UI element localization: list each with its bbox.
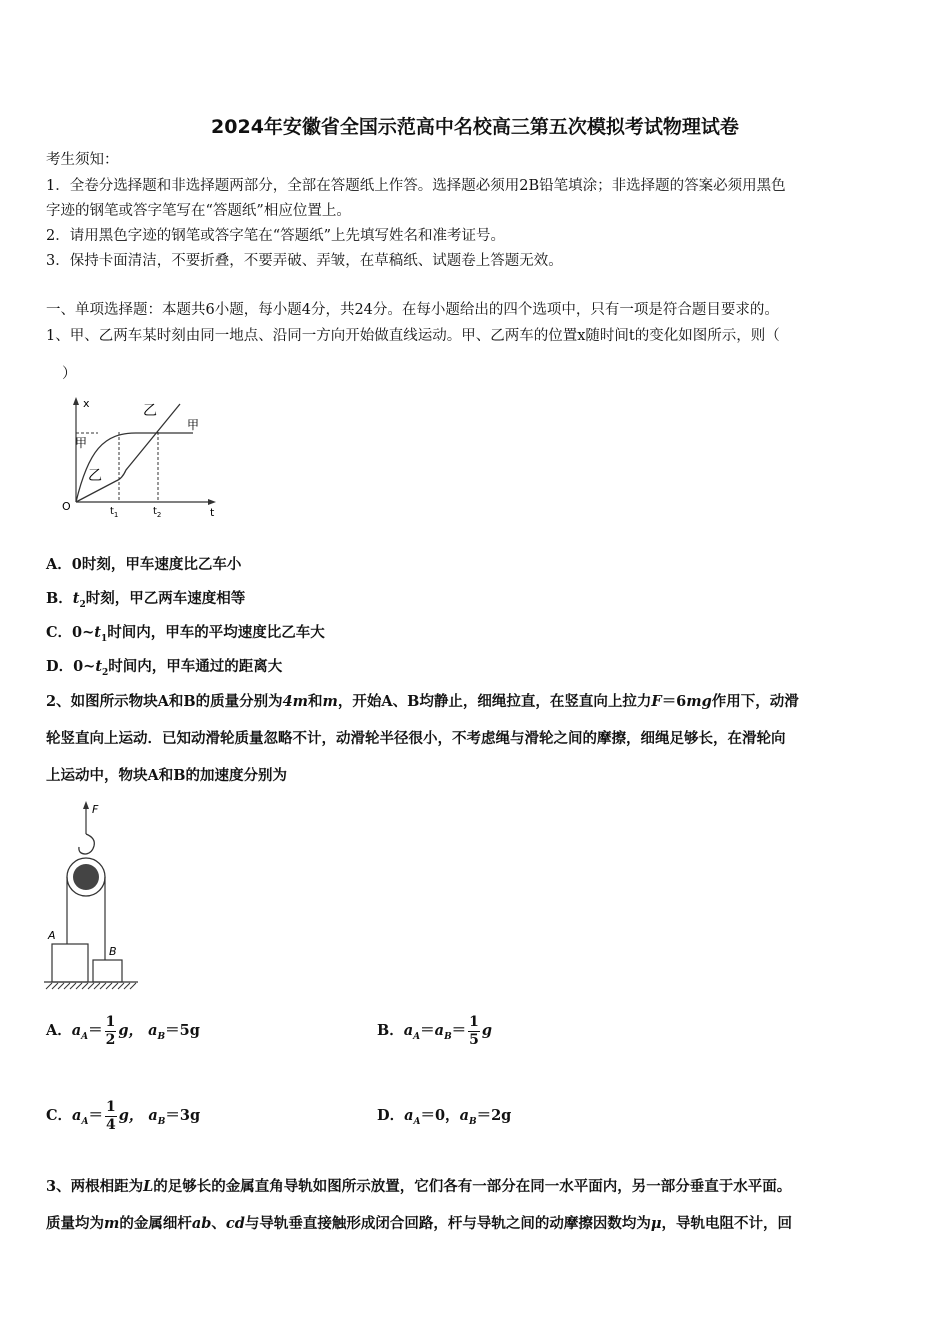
- q2-stem-line1: 2、如图所示物块A和B的质量分别为4m和m，开始A、B均静止，细绳拉直，在竖直向上拉力F＝6mg作用下，动滑: [46, 693, 799, 710]
- q3-stem-line2: 质量均为m的金属细杆ab、cd与导轨垂直接触形成闭合回路，杆与导轨之间的动摩擦因数均为μ，导轨电阻不计，回: [46, 1215, 792, 1232]
- block-b: [93, 960, 122, 982]
- x-axis-arrow: [208, 499, 216, 505]
- fraction-one-quarter: $\frac{1}{4}$: [105, 1098, 116, 1133]
- t2-label: $t_2$: [153, 506, 162, 519]
- origin-label: O: [62, 500, 71, 513]
- jia-left-label: 甲: [75, 436, 88, 450]
- notice-item-1: 1．全卷分选择题和非选择题两部分，全部在答题纸上作答。选择题必须用2B铅笔填涂；非选择题的答案必须用黑色: [46, 178, 786, 194]
- q2-stem-line2: 轮竖直向上运动．已知动滑轮质量忽略不计，动滑轮半径很小，不考虑绳与滑轮之间的摩擦，细绳足够长，在滑轮向: [46, 730, 786, 747]
- notice-item-3: 3．保持卡面清洁，不要折叠，不要弄破、弄皱，在草稿纸、试题卷上答题无效。: [46, 253, 563, 269]
- ground-hatch: [46, 983, 136, 989]
- notice-item-2: 2．请用黑色字迹的钢笔或答字笔在“答题纸”上先填写姓名和准考证号。: [46, 228, 506, 244]
- block-b-label: B: [109, 945, 117, 958]
- block-a-label: A: [48, 929, 56, 942]
- q3-stem-line1: 3、两根相距为L的足够长的金属直角导轨如图所示放置，它们各有一部分在同一水平面内，另一部分垂直于水平面。: [46, 1178, 792, 1195]
- q2-option-c: C．$a_A=$ $\frac{1}{4}$ g， $a_B=3g$: [46, 1098, 201, 1133]
- y-axis-label: x: [83, 397, 90, 410]
- q1-stem-close: ）: [62, 366, 77, 382]
- yi-top-label: 乙: [143, 403, 157, 419]
- section-heading: 一、单项选择题：本题共6小题，每小题4分，共24分。在每小题给出的四个选项中，只有一项是符合题目要求的。: [46, 302, 779, 318]
- q1-stem: 1、甲、乙两车某时刻由同一地点、沿同一方向开始做直线运动。甲、乙两车的位置x随时间t的变化如图所示，则（: [46, 328, 780, 344]
- x-axis-label: t: [210, 506, 215, 519]
- q2-option-b: B．$a_A=a_B=$ $\frac{1}{5}$ g: [377, 1013, 493, 1048]
- q1-position-time-graph: [58, 392, 228, 524]
- t1-label: $t_1$: [110, 506, 119, 519]
- fraction-one-half: $\frac{1}{2}$: [105, 1013, 116, 1048]
- q2-option-a: A．$a_A=$ $\frac{1}{2}$ g， $a_B=5g$: [46, 1013, 200, 1048]
- pulley-axle: [73, 864, 99, 890]
- page-title: 2024年安徽省全国示范高中名校高三第五次模拟考试物理试卷: [211, 116, 739, 138]
- notice-item-1-cont: 字迹的钢笔或答字笔写在“答题纸”相应位置上。: [46, 203, 351, 219]
- q1-option-c: C．$0\sim t_1$时间内，甲车的平均速度比乙车大: [46, 624, 325, 644]
- fraction-one-fifth: $\frac{1}{5}$: [469, 1013, 479, 1048]
- q2-option-d: D．$a_A=0$，$a_B=2g$: [377, 1107, 512, 1127]
- q1-option-b: B．$t_2$时刻，甲乙两车速度相等: [46, 590, 246, 610]
- notice-heading: 考生须知：: [46, 152, 119, 168]
- jia-right-label: 甲: [187, 418, 200, 432]
- force-arrow-head: [83, 801, 89, 809]
- pulley-hook: [79, 834, 94, 854]
- yi-curve: [76, 404, 180, 502]
- block-a: [52, 944, 88, 982]
- y-axis-arrow: [73, 397, 79, 405]
- q1-option-d: D．$0\sim t_2$时间内，甲车通过的距离大: [46, 658, 283, 678]
- yi-bottom-label: 乙: [88, 468, 102, 484]
- q2-pulley-figure: [42, 800, 142, 994]
- q2-stem-line3: 上运动中，物块A和B的加速度分别为: [46, 767, 288, 784]
- q1-option-a: A．0时刻，甲车速度比乙车小: [46, 556, 242, 573]
- force-label: F: [92, 803, 99, 816]
